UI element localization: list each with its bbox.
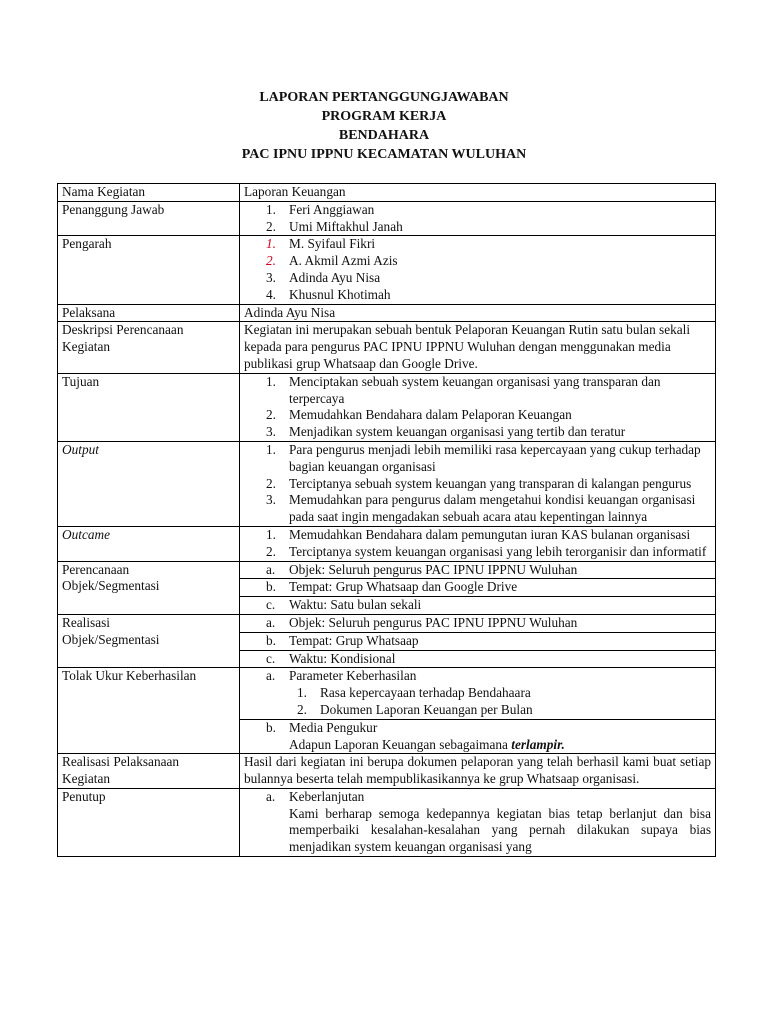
label-penutup: Penutup [58,788,240,856]
value-outcame [240,526,716,561]
list-item: 2. Memudahkan Bendahara dalam Pelaporan Keuangan [266,407,572,423]
label-pengarah: Pengarah [58,236,240,304]
value-realisasi-a: a. Objek: Seluruh pengurus PAC IPNU IPPNU Wuluhan [240,614,716,632]
value-deskripsi: Kegiatan ini merupakan sebuah bentuk Pelaporan Keuangan Rutin satu bulan sekali kepada para pengurus PAC IPNU IPPNU Wuluhan dengan menggunakan media publikasi grup Whatsaap dan Google Drive. [240,322,716,373]
value-pelaksana: Adinda Ayu Nisa [240,304,716,322]
title-line-1: LAPORAN PERTANGGUNGJAWABAN [259,90,509,105]
row-perencanaan-a [58,561,716,579]
value-realisasi-c: c. Waktu: Kondisional [240,650,716,668]
label-tujuan: Tujuan [58,373,240,441]
list-item: 1. Memudahkan Bendahara dalam pemungutan iuran KAS bulanan organisasi [266,526,691,542]
row-nama-kegiatan [58,184,716,202]
label-perencanaan: Perencanaan Objek/Segmentasi [58,561,240,614]
value-realisasi-b: b. Tempat: Grup Whatsaap [240,632,716,650]
label-realisasi: Realisasi Objek/Segmentasi [58,614,240,667]
label-pelaksana: Pelaksana [58,304,240,322]
label-output: Output [58,441,240,526]
value-penanggung-jawab [240,201,716,236]
value-tolak-ukur-a: a. Parameter Keberhasilan 1. Rasa kepercayaan terhadap Bendahaara 2. Dokumen Laporan Keuangan per Bulan [240,668,716,719]
title-line-3: BENDAHARA [338,128,430,143]
list-item: 1. M. Syifaul Fikri [266,236,376,252]
list-item: 3. Memudahkan para pengurus dalam mengetahui kondisi keuangan organisasi pada saat ingin mengadakan sebuah acara atau kepentingan lainnya [266,492,696,525]
list-item: 1. Feri Anggiawan [266,201,375,217]
row-tolak-ukur-a [58,668,716,719]
list-item: 4. Khusnul Khotimah [266,286,391,302]
report-table [57,183,716,857]
list-item: 1. Para pengurus menjadi lebih memiliki rasa kepercayaan yang cukup terhadap bagian keuangan organisasi [266,441,701,474]
row-pengarah [58,236,716,304]
row-output [58,441,716,526]
list-item: 3. Menjadikan system keuangan organisasi yang tertib dan teratur [266,424,626,440]
value-nama-kegiatan: Laporan Keuangan [240,184,716,202]
value-perencanaan-a: a. Objek: Seluruh pengurus PAC IPNU IPPNU Wuluhan [240,561,716,579]
title-line-2: PROGRAM KERJA [321,109,447,124]
value-output [240,441,716,526]
label-realisasi-pelaksanaan: Realisasi Pelaksanaan Kegiatan [58,754,240,789]
label-penanggung-jawab: Penanggung Jawab [58,201,240,236]
value-realisasi-pelaksanaan: Hasil dari kegiatan ini berupa dokumen pelaporan yang telah berhasil kami buat setiap bulannya beserta telah mempublikasikannya ke grup Whatsaap organisasi. [240,754,716,789]
row-deskripsi [58,322,716,373]
value-penutup: a. Keberlanjutan Kami berharap semoga kedepannya kegiatan bias tetap berlanjut dan bisa memperbaiki kesalahan-kesalahan yang pernah dilakukan supaya bias menjadikan system keuangan organisasi yang [240,788,716,856]
label-outcame: Outcame [58,526,240,561]
list-item: 2. A. Akmil Azmi Azis [266,253,398,269]
label-deskripsi: Deskripsi Perencanaan Kegiatan [58,322,240,373]
value-perencanaan-b: b. Tempat: Grup Whatsaap dan Google Drive [240,579,716,597]
row-pelaksana [58,304,716,322]
list-item: 2. Terciptanya sebuah system keuangan yang transparan di kalangan pengurus [266,475,692,491]
value-pengarah [240,236,716,304]
label-nama-kegiatan: Nama Kegiatan [58,184,240,202]
list-item: 2. Umi Miftakhul Janah [266,218,403,234]
row-penutup [58,788,716,856]
list-item: 1. Menciptakan sebuah system keuangan organisasi yang transparan dan terpercaya [266,373,661,406]
value-tolak-ukur-b: b. Media Pengukur Adapun Laporan Keuangan sebagaimana terlampir. [240,719,716,754]
label-tolak-ukur: Tolak Ukur Keberhasilan [58,668,240,754]
report-title [0,88,768,164]
row-penanggung-jawab [58,201,716,236]
list-item: 1. Rasa kepercayaan terhadap Bendahaara [297,685,531,701]
attachment-note: terlampir. [511,736,565,752]
list-item: 2. Dokumen Laporan Keuangan per Bulan [297,701,533,717]
value-perencanaan-c: c. Waktu: Satu bulan sekali [240,597,716,615]
list-item: 2. Terciptanya system keuangan organisasi yang lebih terorganisir dan informatif [266,543,707,559]
list-item: 3. Adinda Ayu Nisa [266,269,381,285]
row-tujuan [58,373,716,441]
row-realisasi-a [58,614,716,632]
row-realisasi-pelaksanaan [58,754,716,789]
value-tujuan [240,373,716,441]
row-outcame [58,526,716,561]
title-line-4: PAC IPNU IPPNU KECAMATAN WULUHAN [241,147,527,162]
